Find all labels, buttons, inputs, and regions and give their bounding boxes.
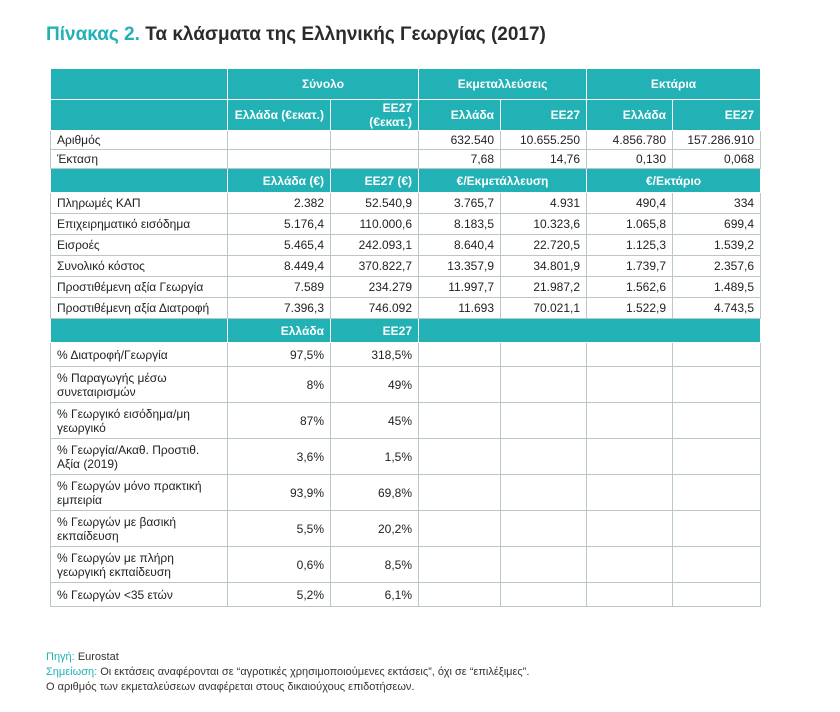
row-label: % Διατροφή/Γεωργία (51, 343, 228, 367)
table-cell: 1.739,7 (587, 256, 673, 277)
empty-cell (419, 439, 501, 475)
table-cell: 5.465,4 (228, 235, 331, 256)
column-header: ΕΕ27 (673, 100, 761, 131)
table-cell: 4.743,5 (673, 298, 761, 319)
table-row (51, 150, 761, 169)
header-corner (51, 100, 228, 131)
empty-cell (587, 343, 673, 367)
empty-cell (419, 343, 501, 367)
subheader-row (51, 169, 761, 193)
table-cell: 334 (673, 193, 761, 214)
empty-cell (587, 403, 673, 439)
source-label: Πηγή: (46, 651, 75, 663)
row-label: Έκταση (51, 150, 228, 169)
table-cell: 157.286.910 (673, 131, 761, 150)
table-cell: 3,6% (228, 439, 331, 475)
table-cell: 699,4 (673, 214, 761, 235)
table-cell: 14,76 (501, 150, 587, 169)
table-row (51, 403, 761, 439)
row-label: % Γεωργών με βασική εκπαίδευση (51, 511, 228, 547)
table-cell: 7.589 (228, 277, 331, 298)
empty-cell (501, 547, 587, 583)
group-header-total: Σύνολο (228, 69, 419, 100)
table-cell: 5,5% (228, 511, 331, 547)
empty-cell (587, 439, 673, 475)
table-cell: 1.065,8 (587, 214, 673, 235)
row-label: Συνολικό κόστος (51, 256, 228, 277)
note-line (46, 665, 529, 680)
row-label: % Παραγωγής μέσω συνεταιρισμών (51, 367, 228, 403)
row-label: % Γεωργών <35 ετών (51, 583, 228, 607)
empty-cell (501, 475, 587, 511)
table-cell: 242.093,1 (331, 235, 419, 256)
table-cell: 110.000,6 (331, 214, 419, 235)
table-cell: 87% (228, 403, 331, 439)
table-cell: 1.522,9 (587, 298, 673, 319)
table-cell: 8,5% (331, 547, 419, 583)
column-header: Ελλάδα (228, 319, 331, 343)
table-cell: 8% (228, 367, 331, 403)
table-notes (46, 650, 529, 695)
table-cell (331, 150, 419, 169)
group-header-row (51, 69, 761, 100)
header-corner (51, 319, 228, 343)
table-cell: 2.382 (228, 193, 331, 214)
empty-cell (587, 511, 673, 547)
table-cell: 49% (331, 367, 419, 403)
empty-cell (587, 583, 673, 607)
table-cell: 10.323,6 (501, 214, 587, 235)
note-text: Οι εκτάσεις αναφέρονται σε “αγροτικές χρησιμοποιούμενες εκτάσεις”, όχι σε “επιλέξιμες”. (100, 666, 530, 678)
empty-cell (501, 403, 587, 439)
table-cell: 22.720,5 (501, 235, 587, 256)
table-title (46, 24, 546, 46)
table-row (51, 214, 761, 235)
table-cell: 13.357,9 (419, 256, 501, 277)
column-header: ΕΕ27 (€) (331, 169, 419, 193)
table-cell: 8.183,5 (419, 214, 501, 235)
table-row (51, 583, 761, 607)
note-label: Σημείωση: (46, 666, 98, 678)
empty-cell (419, 367, 501, 403)
empty-cell (419, 403, 501, 439)
table-row (51, 547, 761, 583)
header-filler (419, 319, 761, 343)
table-row (51, 367, 761, 403)
table-number: Πίνακας 2. (46, 24, 140, 45)
table-cell: 11.997,7 (419, 277, 501, 298)
empty-cell (501, 583, 587, 607)
table-cell: 4.856.780 (587, 131, 673, 150)
row-label: % Γεωργών με πλήρη γεωργική εκπαίδευση (51, 547, 228, 583)
row-label: % Γεωργικό εισόδημα/μη γεωργικό (51, 403, 228, 439)
table-cell: 7.396,3 (228, 298, 331, 319)
table-cell: 93,9% (228, 475, 331, 511)
table-row (51, 298, 761, 319)
table-row (51, 256, 761, 277)
table-cell: 5.176,4 (228, 214, 331, 235)
table-cell: 0,068 (673, 150, 761, 169)
table-cell: 8.449,4 (228, 256, 331, 277)
source-line (46, 650, 529, 665)
empty-cell (419, 511, 501, 547)
note-line-2: Ο αριθμός των εκμεταλεύσεων αναφέρεται στους δικαιούχους επιδοτήσεων. (46, 681, 415, 693)
row-label: Αριθμός (51, 131, 228, 150)
empty-cell (419, 547, 501, 583)
subheader-row (51, 319, 761, 343)
table-row (51, 511, 761, 547)
table-cell: 1.562,6 (587, 277, 673, 298)
table-cell: 6,1% (331, 583, 419, 607)
row-label: Προστιθέμενη αξία Γεωργία (51, 277, 228, 298)
column-header: ΕΕ27 (€εκατ.) (331, 100, 419, 131)
table-cell: 234.279 (331, 277, 419, 298)
row-label: Πληρωμές ΚΑΠ (51, 193, 228, 214)
table-cell: 1.539,2 (673, 235, 761, 256)
column-header: ΕΕ27 (501, 100, 587, 131)
table-cell: 45% (331, 403, 419, 439)
table-cell: 21.987,2 (501, 277, 587, 298)
source-text: Eurostat (77, 651, 119, 663)
table-cell (228, 150, 331, 169)
table-row (51, 193, 761, 214)
row-label: % Γεωργών μόνο πρακτική εμπειρία (51, 475, 228, 511)
table-cell: 1.125,3 (587, 235, 673, 256)
table-cell: 318,5% (331, 343, 419, 367)
empty-cell (673, 343, 761, 367)
table-cell (331, 131, 419, 150)
table-row (51, 475, 761, 511)
column-header: €/Εκμετάλλευση (419, 169, 587, 193)
table-cell: 7,68 (419, 150, 501, 169)
table-row (51, 439, 761, 475)
empty-cell (673, 511, 761, 547)
empty-cell (673, 439, 761, 475)
group-header-farms: Εκμεταλλεύσεις (419, 69, 587, 100)
table-cell: 8.640,4 (419, 235, 501, 256)
empty-cell (587, 475, 673, 511)
table-row (51, 277, 761, 298)
column-header: Ελλάδα (419, 100, 501, 131)
table-cell: 34.801,9 (501, 256, 587, 277)
empty-cell (587, 367, 673, 403)
row-label: % Γεωργία/Ακαθ. Προστιθ. Αξία (2019) (51, 439, 228, 475)
table-cell: 70.021,1 (501, 298, 587, 319)
empty-cell (419, 583, 501, 607)
table-cell: 1.489,5 (673, 277, 761, 298)
table-cell: 0,130 (587, 150, 673, 169)
column-header: Ελλάδα (587, 100, 673, 131)
table-cell: 370.822,7 (331, 256, 419, 277)
agriculture-table (50, 68, 761, 607)
group-header-hectares: Εκτάρια (587, 69, 761, 100)
table-row (51, 343, 761, 367)
row-label: Προστιθέμενη αξία Διατροφή (51, 298, 228, 319)
empty-cell (673, 367, 761, 403)
empty-cell (419, 475, 501, 511)
table-cell: 11.693 (419, 298, 501, 319)
table-cell: 632.540 (419, 131, 501, 150)
empty-cell (587, 547, 673, 583)
table-body (51, 69, 761, 607)
empty-cell (673, 403, 761, 439)
header-corner (51, 69, 228, 100)
subheader-row (51, 100, 761, 131)
table-cell: 746.092 (331, 298, 419, 319)
column-header: ΕΕ27 (331, 319, 419, 343)
table-cell: 490,4 (587, 193, 673, 214)
table-cell: 97,5% (228, 343, 331, 367)
empty-cell (673, 475, 761, 511)
table-cell: 5,2% (228, 583, 331, 607)
table-caption: Τα κλάσματα της Ελληνικής Γεωργίας (2017) (145, 24, 546, 45)
table-cell: 20,2% (331, 511, 419, 547)
column-header: €/Εκτάριο (587, 169, 761, 193)
empty-cell (501, 439, 587, 475)
column-header: Ελλάδα (€εκατ.) (228, 100, 331, 131)
empty-cell (501, 343, 587, 367)
table-row (51, 131, 761, 150)
table-cell: 4.931 (501, 193, 587, 214)
table-cell (228, 131, 331, 150)
table-cell: 10.655.250 (501, 131, 587, 150)
table-cell: 1,5% (331, 439, 419, 475)
table-cell: 2.357,6 (673, 256, 761, 277)
table-cell: 0,6% (228, 547, 331, 583)
empty-cell (501, 367, 587, 403)
column-header: Ελλάδα (€) (228, 169, 331, 193)
table-cell: 52.540,9 (331, 193, 419, 214)
table-row (51, 235, 761, 256)
empty-cell (673, 547, 761, 583)
header-corner (51, 169, 228, 193)
empty-cell (673, 583, 761, 607)
row-label: Εισροές (51, 235, 228, 256)
table-cell: 3.765,7 (419, 193, 501, 214)
row-label: Επιχειρηματικό εισόδημα (51, 214, 228, 235)
empty-cell (501, 511, 587, 547)
table-cell: 69,8% (331, 475, 419, 511)
